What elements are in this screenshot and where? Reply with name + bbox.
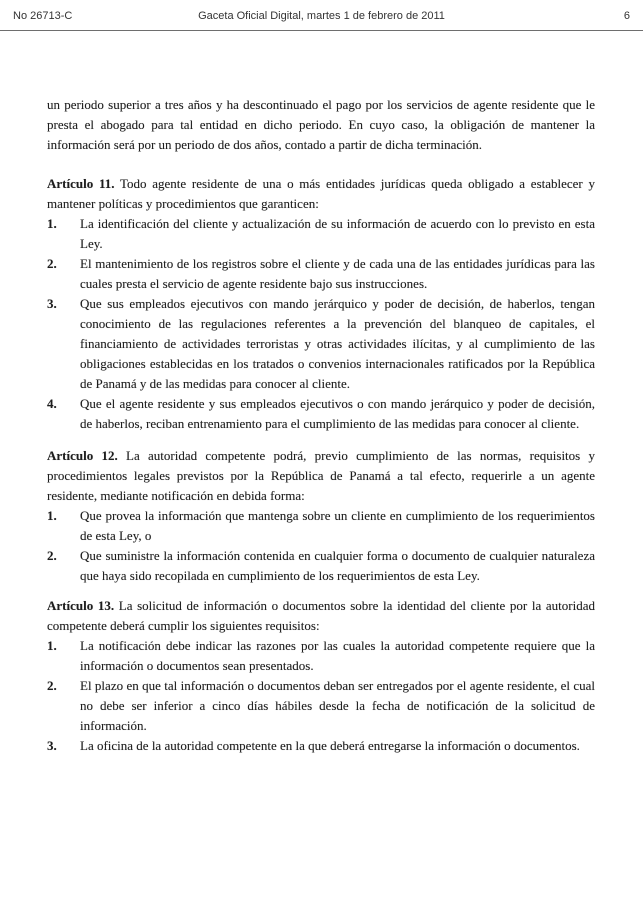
article-11-item-3 xyxy=(47,294,595,394)
continuation-paragraph: un periodo superior a tres años y ha descontinuado el pago por los servicios de agente residente que le presta el abogado para tal entidad en dicho periodo. En cuyo caso, la obligación de mantener la información será por un periodo de dos años, contado a partir de dicha terminación. xyxy=(47,97,595,152)
article-13-item-1 xyxy=(47,636,595,676)
article-12-item-2 xyxy=(47,546,595,586)
article-13-item-3 xyxy=(47,736,595,756)
item-text: La oficina de la autoridad competente en la que deberá entregarse la información o documentos. xyxy=(80,738,580,753)
article-12-item-1 xyxy=(47,506,595,546)
article-11-item-2 xyxy=(47,254,595,294)
gazette-title: Gaceta Oficial Digital, martes 1 de febrero de 2011 xyxy=(198,10,445,22)
article-12-paragraph xyxy=(47,446,595,506)
page-header xyxy=(0,0,643,31)
article-13-paragraph xyxy=(47,596,595,636)
article-11-list xyxy=(47,214,595,434)
item-text: Que provea la información que mantenga sobre un cliente en cumplimiento de los requerimientos de esta Ley, o xyxy=(80,508,595,543)
article-13-item-2 xyxy=(47,676,595,736)
document-body xyxy=(47,31,595,756)
article-11-heading: Artículo 11. xyxy=(47,176,115,191)
item-number: 2. xyxy=(47,256,57,271)
item-number: 2. xyxy=(47,548,57,563)
article-11-item-1 xyxy=(47,214,595,254)
item-text: La identificación del cliente y actualización de su información de acuerdo con lo previsto en esta Ley. xyxy=(80,216,595,251)
article-11-paragraph xyxy=(47,174,595,214)
item-text: El plazo en que tal información o documentos deban ser entregados por el agente residente, el cual no debe ser inferior a cinco días hábiles desde la fecha de notificación de la solicitud de información. xyxy=(80,678,595,733)
article-12-heading: Artículo 12. xyxy=(47,448,118,463)
item-number: 3. xyxy=(47,296,57,311)
article-12-section xyxy=(47,446,595,586)
item-number: 4. xyxy=(47,396,57,411)
article-13-section xyxy=(47,596,595,756)
item-text: La notificación debe indicar las razones por las cuales la autoridad competente requiere que la información o documentos sean presentados. xyxy=(80,638,595,673)
item-text: Que suministre la información contenida en cualquier forma o documento de cualquier naturaleza que haya sido recopilada en cumplimiento de los requerimientos de esta Ley. xyxy=(80,548,595,583)
item-number: 1. xyxy=(47,638,57,653)
item-number: 2. xyxy=(47,678,57,693)
article-13-list xyxy=(47,636,595,756)
item-number: 1. xyxy=(47,508,57,523)
item-text: Que el agente residente y sus empleados ejecutivos o con mando jerárquico y poder de decisión, de haberlos, reciban entrenamiento para el cumplimiento de las medidas para conocer al cliente. xyxy=(80,396,595,431)
article-13-intro: La solicitud de información o documentos sobre la identidad del cliente por la autoridad competente deberá cumplir los siguientes requisitos: xyxy=(47,598,595,633)
article-12-list xyxy=(47,506,595,586)
item-number: 1. xyxy=(47,216,57,231)
gazette-number: No 26713-C xyxy=(13,10,73,22)
item-text: El mantenimiento de los registros sobre el cliente y de cada una de las entidades jurídicas para las cuales presta el servicio de agente residente bajo sus instrucciones. xyxy=(80,256,595,291)
article-13-heading: Artículo 13. xyxy=(47,598,115,613)
page-number: 6 xyxy=(623,10,630,22)
item-text: Que sus empleados ejecutivos con mando jerárquico y poder de decisión, de haberlos, tengan conocimiento de las regulaciones referentes a la prevención del blanqueo de capitales, el financiamiento de actividades terroristas y otras actividades ilícitas, y al cumplimiento de las obligaciones establecidas en los tratados o convenios internacionales ratificados por la República de Panamá y de las medidas para conocer al cliente. xyxy=(80,296,595,391)
article-11-intro: Todo agente residente de una o más entidades jurídicas queda obligado a establecer y mantener políticas y procedimientos que garanticen: xyxy=(47,176,595,211)
article-11-section xyxy=(47,174,595,434)
item-number: 3. xyxy=(47,738,57,753)
article-12-intro: La autoridad competente podrá, previo cumplimiento de las normas, requisitos y procedimientos legales previstos por la República de Panamá a tal efecto, requerirle a un agente residente, mediante notificación en debida forma: xyxy=(47,448,595,503)
article-11-item-4 xyxy=(47,394,595,434)
